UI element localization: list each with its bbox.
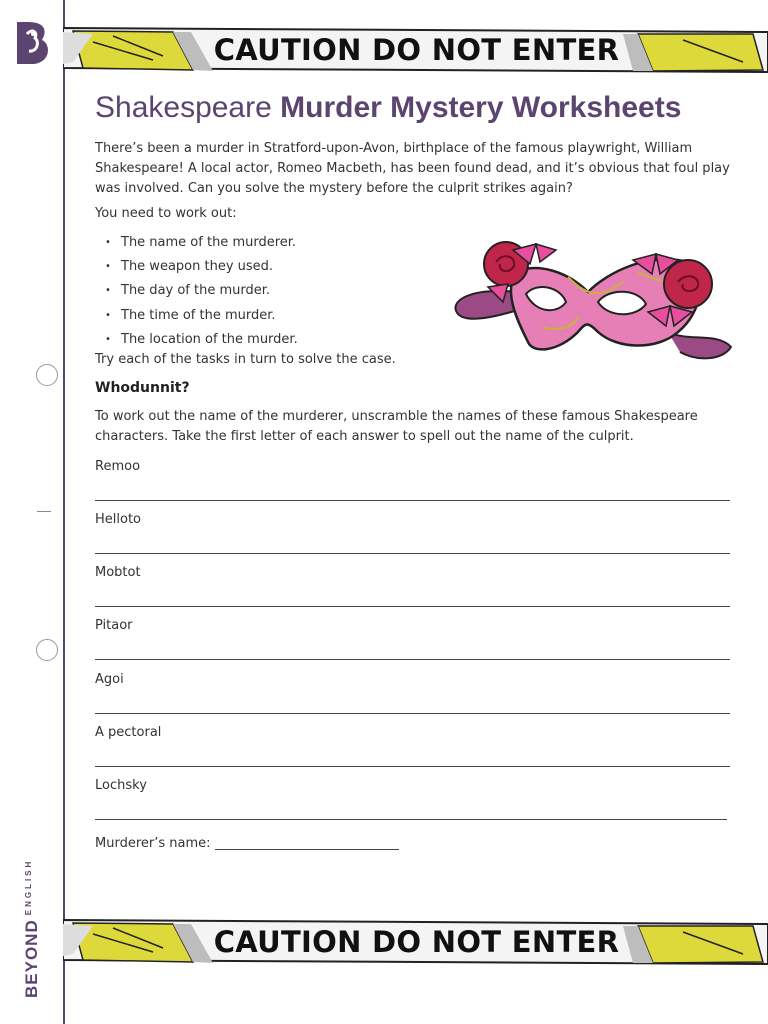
title-bold: Murder Mystery Worksheets — [280, 91, 682, 124]
list-item: • The location of the murder. — [105, 331, 298, 347]
clue-label: Remoo — [95, 459, 141, 474]
try-text: Try each of the tasks in turn to solve the case. — [95, 352, 396, 367]
task-label: The time of the murder. — [121, 307, 276, 323]
section-title: Whodunnit? — [95, 380, 190, 396]
clue-label: Mobtot — [95, 565, 141, 580]
instructions-paragraph: To work out the name of the murderer, unscramble the names of these famous Shakespeare characters. Take the first letter of each answer to spell out the name of the culprit. — [95, 409, 698, 444]
fold-mark — [37, 511, 51, 512]
answer-line[interactable] — [95, 553, 730, 554]
caution-text-bottom: CAUTION DO NOT ENTER — [213, 925, 620, 959]
title-light: Shakespeare — [95, 91, 272, 124]
task-label: The day of the murder. — [121, 283, 271, 299]
list-item: • The weapon they used. — [105, 259, 274, 275]
brand-wordmark — [22, 859, 42, 998]
clue-label: A pectoral — [95, 725, 162, 740]
task-label: The location of the murder. — [121, 331, 298, 347]
task-label: The weapon they used. — [121, 259, 274, 275]
masquerade-mask-image — [448, 232, 734, 372]
answer-line[interactable] — [95, 606, 730, 607]
brand-sub: ENGLISH — [24, 858, 33, 916]
answer-label: Murderer’s name: — [95, 836, 211, 851]
answer-line[interactable] — [95, 766, 730, 767]
binder-hole-bottom — [36, 639, 58, 661]
list-item: • The day of the murder. — [105, 283, 271, 299]
list-item: • The time of the murder. — [105, 307, 276, 323]
murderer-name-line[interactable] — [215, 836, 399, 850]
page-title — [95, 88, 735, 128]
clue-label: Helloto — [95, 512, 142, 527]
answer-line[interactable] — [95, 659, 730, 660]
caution-tape-bottom — [63, 914, 768, 970]
margin-line — [63, 0, 65, 1024]
header — [95, 88, 735, 128]
needs-label: You need to work out: — [95, 206, 237, 221]
task-list — [105, 231, 298, 352]
task-label: The name of the murderer. — [121, 235, 297, 250]
answer-line[interactable] — [95, 713, 730, 714]
caution-text-top: CAUTION DO NOT ENTER — [213, 33, 620, 67]
clue-label: Lochsky — [95, 778, 147, 793]
clue-label: Pitaor — [95, 618, 133, 633]
caution-tape-top — [63, 22, 768, 78]
list-item: • The name of the murderer. — [105, 235, 297, 250]
beyond-logo-icon — [14, 20, 52, 66]
clue-label: Agoi — [95, 672, 124, 687]
brand-main: BEYOND — [22, 919, 41, 998]
binder-hole-top — [36, 364, 58, 386]
answer-line[interactable] — [95, 819, 727, 820]
murderer-name-field — [95, 836, 399, 851]
answer-line[interactable] — [95, 500, 730, 501]
intro-paragraph: There’s been a murder in Stratford-upon-Avon, birthplace of the famous playwright, William Shakespeare! A local actor, Romeo Macbeth, has been found dead, and it’s obvious that foul play was involved. Can you solve the mystery before the culprit strikes again? — [95, 141, 730, 196]
